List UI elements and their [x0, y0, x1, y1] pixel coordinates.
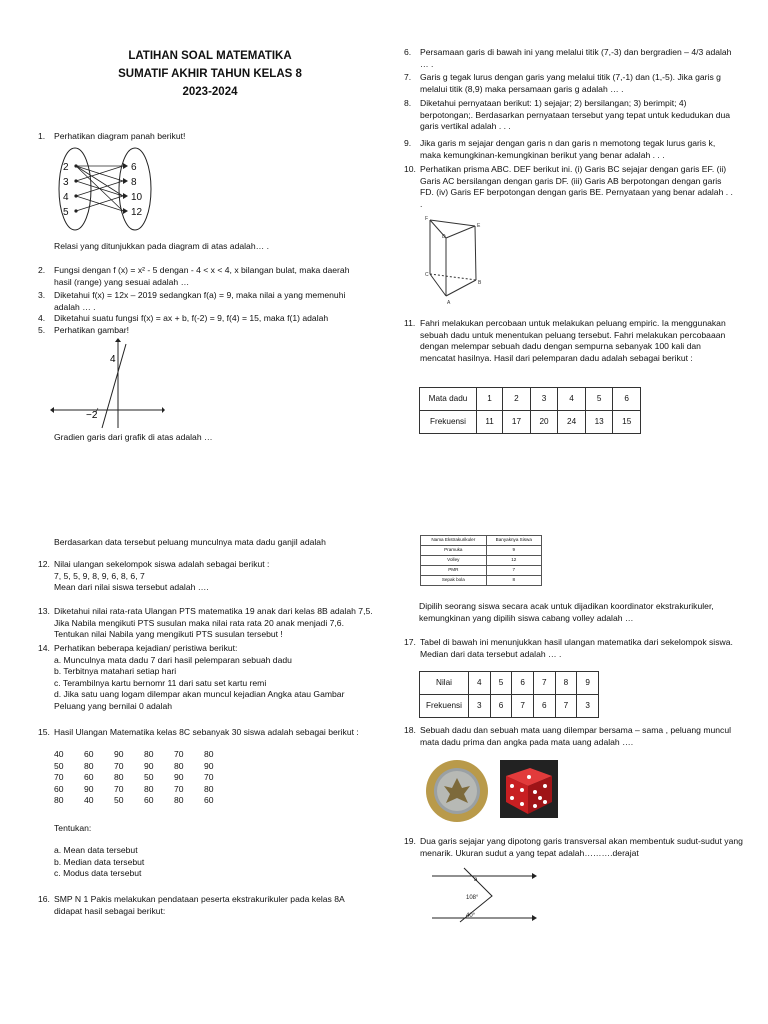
title-line-3: 2023-2024: [182, 85, 238, 98]
question-11: 11. Fahri melakukan percobaan untuk melakukan peluang empiric. Ia menggunakan sebuah dadu untuk menentukan peluang tersebut. Fahri melakukan percobaaan dengan melempar sebuah dadu dengan sempurna sebanyak 100 kali dan mencatat hasilnya. Hasil dari pelemparan dadu adalah sebagai berikut :: [404, 318, 726, 363]
question-9: 9. Jika garis m sejajar dengan garis n dan garis n memotong tegak lurus garis k, maka kemungkinan-kemungkinan berikut yang benar adalah . . .: [404, 138, 716, 160]
question-19: 19. Dua garis sejajar yang dipotong garis transversal akan membentuk sudut-sudut yang menarik. Ukuran sudut a yang tepat adalah……….derajat: [404, 836, 743, 858]
question-7: 7. Garis g tegak lurus dengan garis yang melalui titik (7,-1) dan (1,-5). Jika garis g melalui titik (8,9) maka persamaan garis g adalah … .: [404, 72, 721, 94]
document-title: [60, 48, 360, 101]
prism-label-f: F: [425, 216, 429, 222]
tentukan-label: Tentukan:: [54, 823, 92, 833]
question-13: 13. Diketahui nilai rata-rata Ulangan PTS matematika 19 anak dari kelas 8B adalah 7,5. Jika Nabila mengikuti PTS susulan maka nilai rata rata 20 anak menjadi 7,6. Tentukan nilai Nabila yang mengikuti PTS susulan tersebut !: [38, 606, 373, 640]
list-item: a. Mean data tersebut: [54, 845, 138, 855]
list-item: c. Terambilnya kartu bernomr 11 dari satu set kartu remi: [54, 677, 267, 688]
table-row: 50 80 70 90 80 90: [54, 760, 214, 771]
question-3: 3. Diketahui f(x) = 12x – 2019 sedangkan f(a) = 9, maka nilai a yang memenuhi adalah … .: [38, 290, 346, 312]
question-17: 17. Tabel di bawah ini menunjukkan hasil ulangan matematika dari sekelompok siswa. Median dari data tersebut adalah … .: [404, 637, 733, 659]
dice-image: [500, 760, 558, 818]
prism-label-c: C: [425, 272, 429, 278]
question-1: 1. Perhatikan diagram panah berikut!: [38, 131, 186, 141]
table-row: 70 60 80 50 90 70: [54, 772, 214, 783]
dice-table: [419, 387, 641, 434]
prism-diagram: [420, 214, 490, 306]
arrow-diagram: [55, 145, 167, 233]
label-x-neg2: −2: [86, 410, 98, 421]
question-11-continued: Berdasarkan data tersebut peluang munculnya mata dadu ganjil adalah: [54, 537, 326, 547]
table-row: 60 90 70 80 70 80: [54, 783, 214, 794]
codomain-12: 12: [131, 207, 143, 218]
score-table: [419, 671, 599, 718]
table-row: 80 40 50 60 80 60: [54, 795, 214, 806]
table-row: PMR 7: [421, 566, 542, 576]
table-row: 40 60 90 80 70 80: [54, 749, 214, 759]
table-row: Nama Ekstrakurikuler Banyaknya Siswa: [421, 536, 542, 546]
codomain-10: 10: [131, 192, 143, 203]
question-8: 8. Diketahui pernyataan berikut: 1) sejajar; 2) bersilangan; 3) berimpit; 4) berpotongan;. Berdasarkan pernyataan tersebut yang tepat untuk kedudukan dua garis vertikal adalah . . .: [404, 98, 731, 132]
table-row: Volley 12: [421, 556, 542, 566]
question-18: 18. Sebuah dadu dan sebuah mata uang dilempar bersama – sama , peluang muncul mata dadu prima dan angka pada mata uang adalah ….: [404, 725, 732, 747]
list-item: d. Jika satu uang logam dilempar akan muncul kejadian Angka atau Gambar: [54, 689, 345, 700]
coin-image: [424, 758, 490, 824]
score-grid: [54, 749, 234, 807]
question-14: 14. Perhatikan beberapa kejadian/ peristiwa berikut: a. Munculnya mata dadu 7 dari hasil pelemparan sebuah dadu b. Terbitnya matahari setiap hari c. Terambilnya kartu bernomr 11 dari satu set kartu remi d. Jika satu uang logam dilempar akan muncul kejadian Angka atau Gambar Peluang yang bernilai 0 adalah: [38, 643, 373, 713]
question-2: 2. Fungsi dengan f (x) = x² - 5 dengan - 4 < x < 4, x bilangan bulat, maka daerah hasil (range) yang sesuai adalah …: [38, 265, 350, 287]
domain-3: 3: [63, 177, 69, 188]
question-15: 15. Hasil Ulangan Matematika kelas 8C sebanyak 30 siswa adalah sebagai berikut :: [38, 727, 359, 737]
table-row: Frekuensi 11 17 20 24 13 15: [420, 411, 641, 434]
table-row: Mata dadu 1 2 3 4 5 6: [420, 388, 641, 411]
table-row: Nilai 4 5 6 7 8 9: [420, 672, 599, 695]
list-item: c. Modus data tersebut: [54, 868, 142, 879]
line-graph: [50, 338, 165, 430]
list-item: b. Terbitnya matahari setiap hari: [54, 666, 177, 677]
question-16-continued: Dipilih seorang siswa secara acak untuk dijadikan koordinator ekstrakurikuler, kemungkinan yang dipilih siswa cabang volley adalah …: [419, 601, 714, 623]
question-6: 6. Persamaan garis di bawah ini yang melalui titik (7,-3) dan bergradien – 4/3 adalah … .: [404, 47, 732, 69]
question-5-after: Gradien garis dari grafik di atas adalah …: [54, 432, 213, 442]
prism-label-a: A: [447, 300, 451, 306]
angle-108-label: 108°: [466, 895, 479, 901]
tentukan-list: [54, 845, 144, 880]
question-5: 5. Perhatikan gambar!: [38, 325, 129, 335]
domain-5: 5: [63, 207, 69, 218]
title-line-1: LATIHAN SOAL MATEMATIKA: [128, 50, 292, 62]
question-16: 16. SMP N 1 Pakis melakukan pendataan peserta ekstrakurikuler pada kelas 8A didapat hasil sebagai berikut:: [38, 894, 345, 916]
prism-label-b: B: [478, 280, 482, 286]
question-10: 10. Perhatikan prisma ABC. DEF berikut ini. (i) Garis BC sejajar dengan garis EF. (ii) Garis AC bersilangan dengan garis DF. (iii) Garis AB berpotongan dengan garis FD. (iv) Garis EF berpotongan dengan garis BE. Pernyataan yang benar adalah . . .: [404, 164, 733, 209]
domain-4: 4: [63, 192, 69, 203]
list-item: b. Median data tersebut: [54, 856, 145, 867]
table-row: Pramuka 9: [421, 546, 542, 556]
title-line-2: SUMATIF AKHIR TAHUN KELAS 8: [118, 67, 302, 80]
table-row: Frekuensi 3 6 7 6 7 3: [420, 695, 599, 718]
question-1-after: Relasi yang ditunjukkan pada diagram di atas adalah… .: [54, 241, 269, 251]
list-item: a. Munculnya mata dadu 7 dari hasil pelemparan sebuah dadu: [54, 654, 292, 665]
codomain-6: 6: [131, 162, 137, 173]
extracurricular-table: [420, 535, 542, 586]
angle-40-label: 40°: [466, 913, 476, 919]
domain-2: 2: [63, 162, 69, 173]
question-4: 4. Diketahui suatu fungsi f(x) = ax + b, f(-2) = 9, f(4) = 15, maka f(1) adalah: [38, 313, 329, 323]
table-row: Sepak bola 8: [421, 576, 542, 586]
codomain-8: 8: [131, 177, 137, 188]
angle-a-label: a: [474, 877, 478, 883]
parallel-lines-diagram: [428, 866, 543, 924]
question-12: 12. Nilai ulangan sekelompok siswa adalah sebagai berikut : 7, 5, 5, 9, 8, 9, 6, 8, 6, 7 Mean dari nilai siswa tersebut adalah ….: [38, 559, 270, 593]
prism-label-d: D: [442, 234, 446, 240]
prism-label-e: E: [477, 223, 481, 229]
label-y-4: 4: [110, 354, 116, 365]
